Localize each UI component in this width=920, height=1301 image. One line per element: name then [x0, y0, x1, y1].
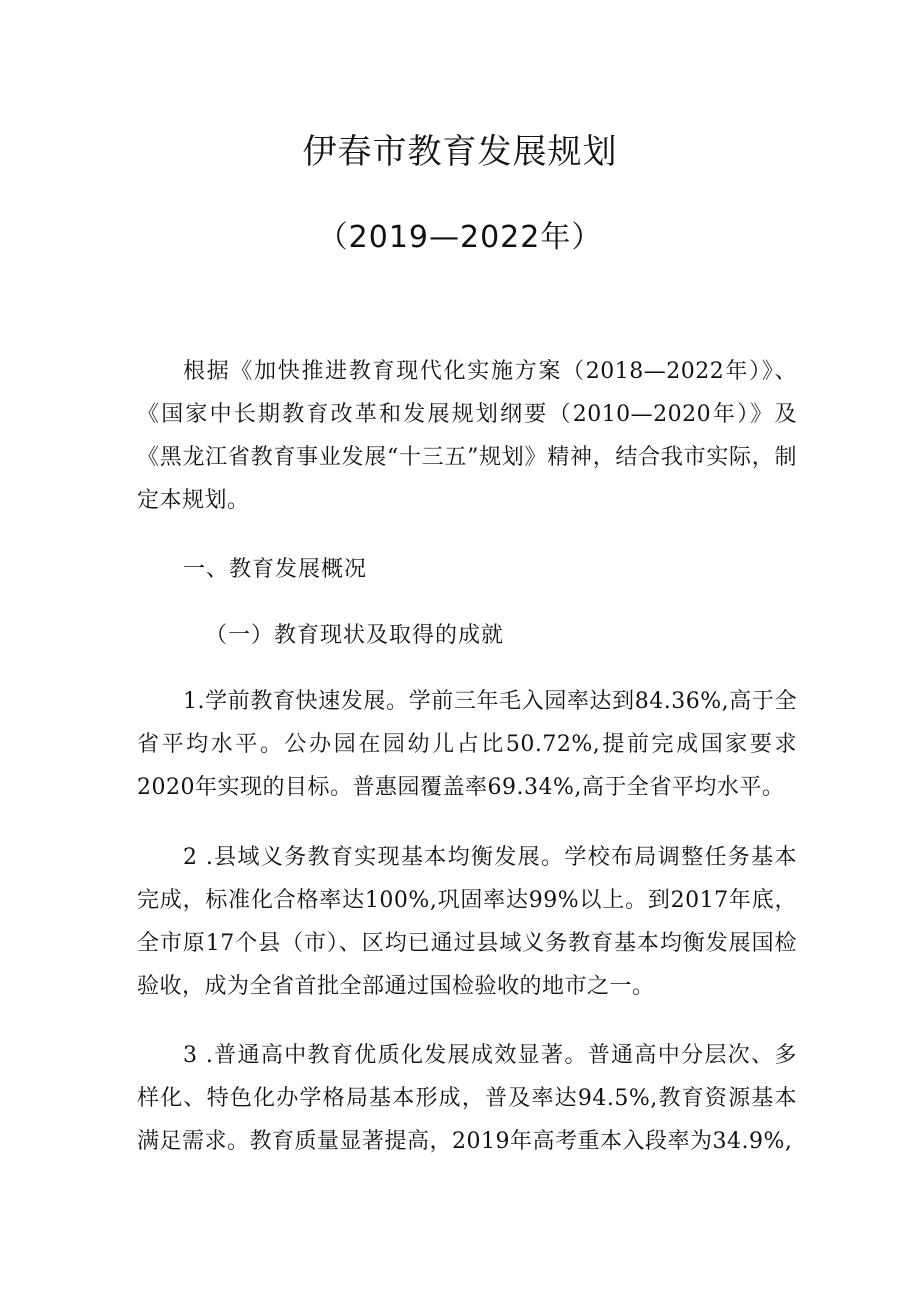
paragraph-item-3: 3 .普通高中教育优质化发展成效显著。普通高中分层次、多样化、特色化办学格局基本形成，普及率达94.5%,教育资源基本满足需求。教育质量显著提高，2019年高考重本入段率为34.9%, [137, 1043, 797, 1154]
section-heading: 一、教育发展概况 [183, 557, 368, 582]
paragraph-item-1: 1.学前教育快速发展。学前三年毛入园率达到84.36%,高于全省平均水平。公办园在园幼儿占比50.72%,提前完成国家要求2020年实现的目标。普惠园覆盖率69.34%,高于全省平均水平。 [137, 689, 797, 800]
intro-paragraph: 根据《加快推进教育现代化实施方案（2018—2022年）》、《国家中长期教育改革和发展规划纲要（2010—2020年）》及《黑龙江省教育事业发展“十三五”规划》精神，结合我市实际，制定本规划。 [137, 359, 797, 513]
subsection-heading: （一）教育现状及取得的成就 [205, 623, 505, 648]
paragraph-item-2: 2 .县域义务教育实现基本均衡发展。学校布局调整任务基本完成，标准化合格率达100%,巩固率达99%以上。到2017年底，全市原17个县（市）、区均已通过县域义务教育基本均衡发展国检验收，成为全省首批全部通过国检验收的地市之一。 [137, 845, 797, 999]
document-subtitle: （2019—2022年） [317, 220, 603, 255]
document-title: 伊春市教育发展规划 [302, 132, 618, 172]
